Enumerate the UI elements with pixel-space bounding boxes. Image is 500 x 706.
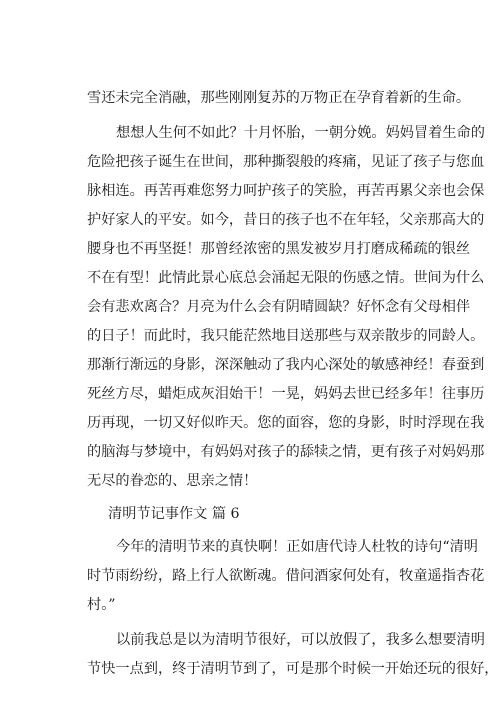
text-line: 危险把孩子诞生在世间，那种撕裂般的疼痛，见证了孩子与您血 xyxy=(87,154,485,170)
paragraph-first-line: 今年的清明节来的真快啊！正如唐代诗人杜牧的诗句“清明 xyxy=(116,539,478,555)
text-line: 历再现，一切又好似昨天。您的面容，您的身影，时时浮现在我 xyxy=(87,415,485,431)
text-line: 无尽的眷恋的、思亲之情！ xyxy=(87,473,258,489)
text-line: 脉相连。再苦再难您努力呵护孩子的笑脸，再苦再累父亲也会保 xyxy=(87,183,485,199)
text-line: 会有悲欢离合？月亮为什么会有阴晴圆缺？好怀念有父母相伴 xyxy=(87,299,471,315)
text-line: 村。” xyxy=(87,597,116,613)
text-line: 的脑海与梦境中，有妈妈对孩子的舔犊之情，更有孩子对妈妈那 xyxy=(87,444,485,460)
text-line: 雪还未完全消融，那些刚刚复苏的万物正在孕育着新的生命。 xyxy=(87,90,471,106)
text-line: 护好家人的平安。如今，昔日的孩子也不在年轻，父亲那高大的 xyxy=(87,212,485,228)
text-line: 时节雨纷纷，路上行人欲断魂。借问酒家何处有，牧童遥指杏花 xyxy=(87,568,485,584)
text-line: 那渐行渐远的身影，深深触动了我内心深处的敏感神经！春蚕到 xyxy=(87,357,485,373)
text-line: 的日子！而此时，我只能茫然地目送那些与双亲散步的同龄人。 xyxy=(87,328,485,344)
paragraph-first-line: 以前我总是以为清明节很好，可以放假了，我多么想要清明 xyxy=(116,632,485,648)
text-line: 节快一点到，终于清明节到了，可是那个时候一开始还玩的很好， xyxy=(87,661,499,677)
section-heading: 清明节记事作文 篇 6 xyxy=(108,506,240,522)
paragraph-first-line: 想想人生何不如此？十月怀胎，一朝分娩。妈妈冒着生命的 xyxy=(116,125,485,141)
text-line: 不在有型！此情此景心底总会涌起无限的伤感之情。世间为什么 xyxy=(87,270,485,286)
text-line: 腰身也不再坚挺！那曾经浓密的黑发被岁月打磨成稀疏的银丝 xyxy=(87,241,471,257)
text-line: 死丝方尽，蜡炬成灰泪始干！一晃，妈妈去世已经多年！往事历 xyxy=(87,386,485,402)
